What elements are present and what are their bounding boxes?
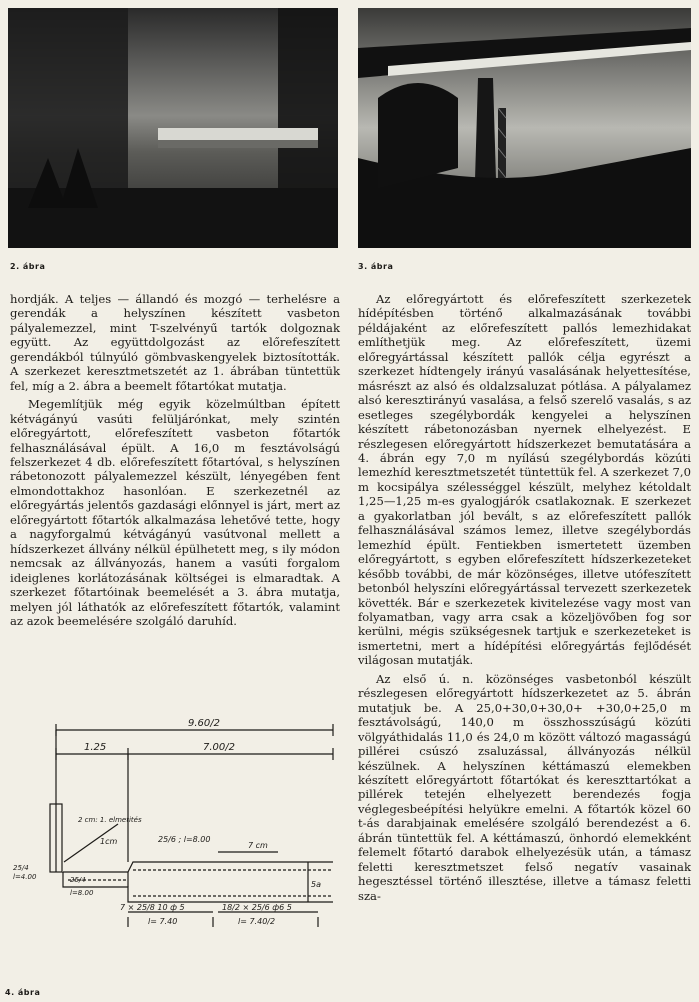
figure-2-caption: 2. ábra — [10, 262, 46, 271]
fig4-dim-1cm: 1cm — [100, 837, 118, 846]
figure-3-caption: 3. ábra — [358, 262, 394, 271]
left-text-column — [10, 292, 340, 628]
fig4-bottom-l2: l= 7.40/2 — [238, 917, 276, 926]
right-paragraph-1: Az előregyártott és előrefeszített szerkezetek hídépítésben történő alkalmazásának további példájaként az előrefeszített pallós lemezhidakat említhetjük meg. Az előrefeszített, üzemi előregyártással készített pallók célja egyrészt a szerkezet hídtengely irányú vasalásának helyettesítése, másrészt az alsó és oldalzsaluzat pótlása. A pályalamez alsó keresztirányú vasalása, a felső szerelő vasalás, s az esetleges szegélybordák kengyelei a helyszínen készített rábetonozásban nyernek elhelyezést. E részlegesen előregyártott hídszerkezet bemutatására a 4. ábrán egy 7,0 m nyílású szegélybordás közúti lemezhíd keresztmetszetét tüntettük fel. A szerkezet 7,0 m kocsipálya szélességgel készült, melyhez kétoldalt 1,25—1,25 m-es gyalogjárók csatlakoznak. E szerkezet a gyakorlatban jól bevált, s az előrefeszített pallók felhasználásával számos lemez, illetve szegélybordás lemezhíd épült. Fentiekben ismertetett üzemben előregyártott, s egyben előrefeszített hídszerkezeteket később további, de már közönséges, illetve utófeszített betonból helyszíni előregyártással tervezett szerkezetek követték. Bár e szerkezetek kivitelezése vagy most van folyamatban, vagy arra csak a közeljövőben fog sor kerülni, mégis szükségesnek tartjuk e szerkezeteket is ismertetni, mert a hídépítési előregyártás fejlődését világosan mutatják. — [358, 292, 691, 668]
figure-4-caption: 4. ábra — [5, 988, 41, 997]
right-text-column — [358, 292, 691, 903]
fig4-bar-25-4: 25/4 — [70, 876, 86, 884]
fig4-dim-125: 1.25 — [84, 742, 107, 753]
left-paragraph-1: hordják. A teljes — állandó és mozgó — terhelésre a gerendák a helyszínen készített vasbeton pályalemezzel, mint T-szelvényű tartók dolgoznak együtt. Az együttdolgozást az előrefeszített gerendákból túlnyúló gömbvaskengyelek biztosították. A szerkezet keresztmetszetét az 1. ábrában tüntettük fel, míg a 2. ábra a beemelt főtartókat mutatja. — [10, 292, 340, 393]
fig4-slope: 2 cm: 1. elmetités — [78, 816, 142, 824]
fig4-bar-l800: l=8.00 — [70, 889, 94, 897]
fig4-bar-top: 25/6 ; l=8.00 — [158, 835, 211, 844]
fig4-bottom-l1: l= 7.40 — [148, 917, 178, 926]
figure-3-photo — [358, 8, 691, 248]
right-paragraph-2: Az első ú. n. közönséges vasbetonból készült részlegesen előregyártott hídszerkezetet az 5. ábrán mutatjuk be. A 25,0+30,0+30,0+ +30,0+25,0 m fesztávolságú, 140,0 m összhosszúságú közúti völgyáthidalás 11,0 és 24,0 m között változó magasságú pillérei csúszó zsaluzással, állványozás nélkül készülnek. A helyszínen kéttámaszú elemekben készített előregyártott főtartókat és kereszttartókat a pillérek tetején elhelyezett berendezés fogja véglegesbeépítési helyükre emelni. A főtartók közel 60 t-ás darabjainak emelésére szolgáló berendezést a 6. ábrán tüntettük fel. A kéttámaszú, önhordó elemekként felemelt főtartó darabok elhelyezésük után, a támasz feletti keresztmetszet felső negatív vasainak hegesztéssel történő illesztése, illetve a támasz feletti sza- — [358, 671, 691, 903]
fig4-bottom-right: 18/2 × 25/6 ф6 5 — [222, 903, 292, 912]
figure-2-photo — [8, 8, 338, 248]
fig4-span-total: 9.60/2 — [188, 718, 220, 729]
left-paragraph-2: Megemlítjük még egyik közelmúltban épített kétvágányú vasúti felüljárónkat, mely szintén előregyártott, előrefeszített vasbeton főtartók felhasználásával épült. A 16,0 m fesztávolságú felszerkezet 4 db. előrefeszített főtartóval, s helyszínen rábetonozott pályalemezzel készült, lényegében fent elmondottakhoz hasonlóan. E szerkezetnél az előregyártás jelentős gazdasági előnnyel is járt, mert az előregyártott főtartók alkalmazása lehetővé tette, hogy a nagyforgalmú kétvágányú vasútvonal mellett a hídszerkezet állvány nélkül épülhetett meg, s ily módon nemcsak az állványozás, hanem a vasúti forgalom ideiglenes korlátozásának költségei is elmaradtak. A szerkezet főtartóinak beemelését a 3. ábra mutatja, melyen jól láthatók az előrefeszített főtartók, valamint az azok beemelésére szolgáló daruhíd. — [10, 397, 340, 628]
fig4-right-dim: 5a — [311, 880, 321, 889]
fig4-dim-7cm: 7 cm — [248, 841, 268, 850]
fig4-left-len: l=4.00 — [13, 873, 37, 881]
figure-4-drawing — [8, 712, 338, 980]
fig4-dim-700: 7.00/2 — [203, 742, 235, 753]
fig4-bottom-left: 7 × 25/8 10 ф 5 — [120, 903, 185, 912]
fig4-left-bar: 25/4 — [13, 864, 29, 872]
